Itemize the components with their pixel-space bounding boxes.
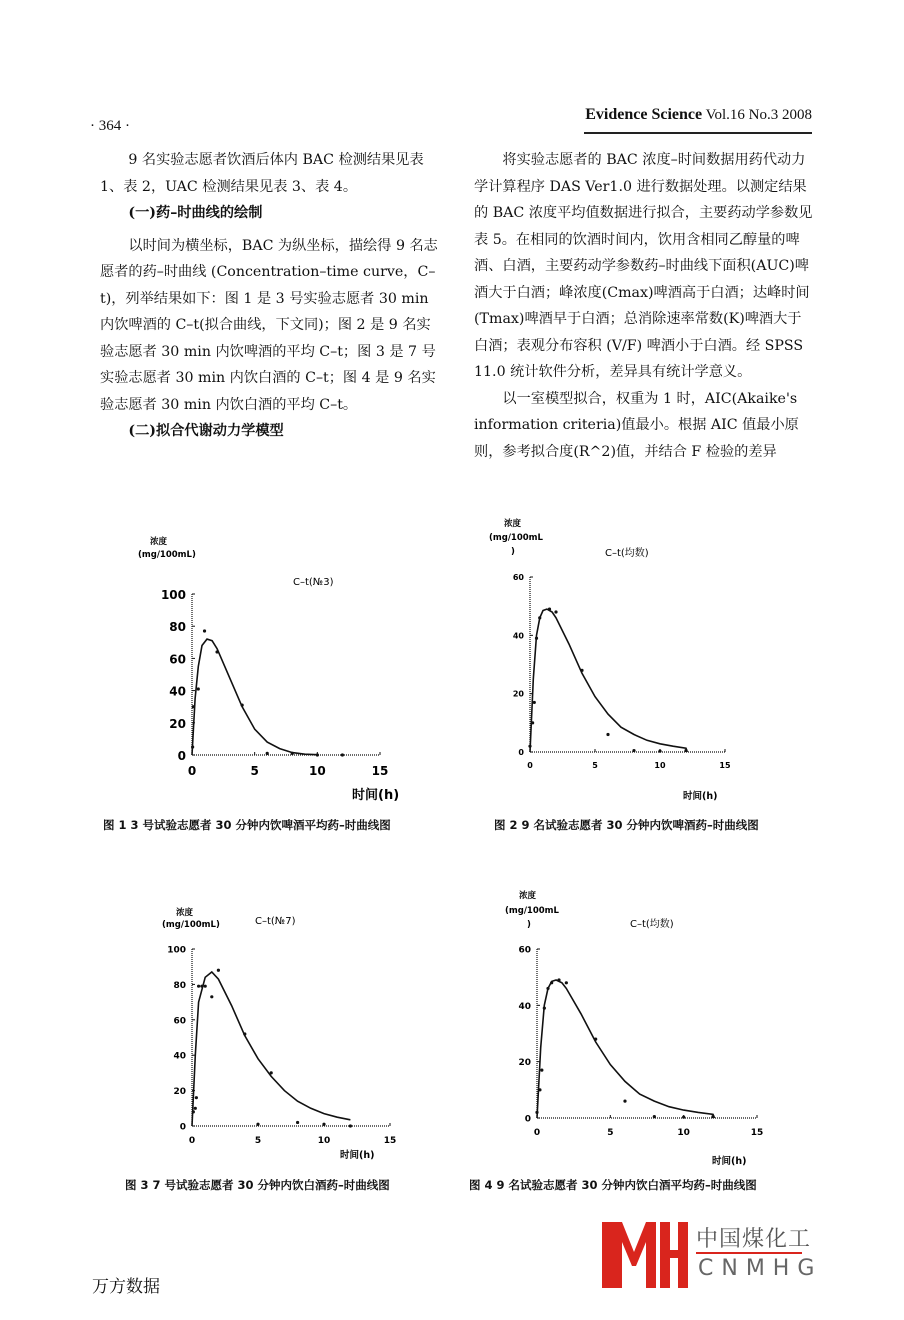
figure-4-caption: 图 4 9 名试验志愿者 30 分钟内饮白酒平均药–时曲线图 xyxy=(469,1178,757,1192)
y-tick-label: 80 xyxy=(169,620,186,635)
x-tick-label: 0 xyxy=(187,764,197,778)
y-tick-label: 60 xyxy=(512,573,524,582)
y-tick-label: 40 xyxy=(169,684,186,699)
x-tick-label: 0 xyxy=(188,1136,196,1146)
y-tick-label: 100 xyxy=(160,588,186,602)
watermark-divider xyxy=(696,1252,802,1254)
y-tick-label: 0 xyxy=(524,1114,531,1125)
y-tick-label: 20 xyxy=(169,716,186,731)
x-tick-label: 15 xyxy=(383,1136,397,1146)
x-tick-label: 0 xyxy=(527,761,533,770)
x-tick-label: 15 xyxy=(719,761,731,770)
y-tick-label: 20 xyxy=(512,689,524,699)
x-axis-label: 时间(h) xyxy=(683,791,718,802)
paragraph: 9 名实验志愿者饮酒后体内 BAC 检测结果见表 1、表 2，UAC 检测结果见表 3、表 4。 xyxy=(100,152,424,195)
x-tick-label: 5 xyxy=(250,764,259,778)
data-point xyxy=(538,1088,541,1091)
y-axis-label: (mg/100mL xyxy=(505,906,559,916)
y-axis-label: 浓度 xyxy=(504,519,522,529)
y-axis-label: (mg/100mL) xyxy=(138,550,196,560)
x-axis-label: 时间(h) xyxy=(340,1150,375,1161)
figure-2-caption: 图 2 9 名试验志愿者 30 分钟内饮啤酒药–时曲线图 xyxy=(494,818,759,832)
y-axis-label: (mg/100mL) xyxy=(162,920,220,930)
data-point xyxy=(550,981,553,984)
chart-title: C–t(№3) xyxy=(293,577,334,588)
x-tick-label: 15 xyxy=(371,764,389,778)
y-tick-label: 60 xyxy=(169,652,186,667)
y-tick-label: 40 xyxy=(518,1001,531,1012)
x-tick-label: 5 xyxy=(254,1136,262,1146)
data-point xyxy=(557,978,560,981)
journal-issue: Vol.16 No.3 2008 xyxy=(705,107,812,123)
journal-name: Evidence Science xyxy=(585,106,703,123)
y-tick-label: 20 xyxy=(173,1087,186,1098)
chart-title: C–t(均数) xyxy=(630,919,674,930)
y-tick-label: 0 xyxy=(179,1122,186,1133)
x-tick-label: 10 xyxy=(677,1128,690,1138)
y-tick-label: 100 xyxy=(167,945,186,956)
figure-3-caption: 图 3 7 号试验志愿者 30 分钟内饮白酒药–时曲线图 xyxy=(125,1178,390,1192)
data-point xyxy=(653,1115,656,1118)
y-axis-label: 浓度 xyxy=(176,908,194,918)
fitted-curve xyxy=(537,980,715,1118)
data-point xyxy=(682,1116,685,1119)
watermark-logo xyxy=(600,1222,830,1288)
x-tick-label: 10 xyxy=(654,761,666,770)
data-point xyxy=(565,981,568,984)
data-point xyxy=(623,1100,626,1103)
paragraph: 以时间为横坐标，BAC 为纵坐标，描绘得 9 名志愿者的药–时曲线 (Concentration–time curve，C–t)，列举结果如下：图 1 是 3 号实验志愿者 30 min 内饮啤酒的 C–t(拟合曲线，下文同)；图 2 是 9 名实验志愿者 30 min 内饮啤酒的平均 C–t；图 3 是 7 号实验志愿者 30 min 内饮白酒的 C–t；图 4 是 9 名实验志愿者 30 min 内饮白酒的平均 C–t。 xyxy=(100,237,438,413)
section-heading: (二)拟合代谢动力学模型 xyxy=(128,423,284,439)
x-tick-label: 0 xyxy=(533,1128,541,1138)
paragraph: 将实验志愿者的 BAC 浓度–时间数据用药代动力学计算程序 DAS Ver1.0 进行数据处理。以测定结果的 BAC 浓度平均值数据进行拟合，主要药动学参数见表 5。在相同的饮酒时间内，饮用含相同乙醇量的啤酒、白酒，主要药动学参数药–时曲线下面积(AUC)啤酒大于白酒；峰浓度(Cmax)啤酒高于白酒；达峰时间(Tmax)啤酒早于白酒；总消除速率常数(K)啤酒大于白酒；表观分布容积 (V/F) 啤酒小于白酒。经 SPSS 11.0 统计软件分析，差异具有统计学意义。 xyxy=(474,152,813,380)
figure-1-caption: 图 1 3 号试验志愿者 30 分钟内饮啤酒平均药–时曲线图 xyxy=(103,818,391,832)
page-number: · 364 · xyxy=(90,118,130,134)
data-point xyxy=(543,1007,546,1010)
y-axis-label: ) xyxy=(527,920,531,930)
watermark-en-text: CNMHG xyxy=(698,1256,823,1281)
y-axis-label: (mg/100mL xyxy=(489,533,543,543)
section-heading: (一)药–时曲线的绘制 xyxy=(128,205,263,221)
x-tick-label: 10 xyxy=(317,1136,331,1146)
y-tick-label: 0 xyxy=(518,748,524,757)
y-tick-label: 60 xyxy=(518,945,531,956)
y-tick-label: 40 xyxy=(512,631,524,641)
watermark-cn-text: 中国煤化工 xyxy=(696,1227,812,1252)
data-point xyxy=(711,1115,714,1118)
x-axis-label: 时间(h) xyxy=(352,788,400,803)
x-tick-label: 10 xyxy=(308,764,326,778)
y-tick-label: 80 xyxy=(173,980,186,991)
chart-title: C–t(№7) xyxy=(255,916,296,927)
x-tick-label: 5 xyxy=(592,761,598,770)
data-point xyxy=(535,1111,538,1114)
x-tick-label: 15 xyxy=(750,1128,764,1138)
y-tick-label: 20 xyxy=(518,1058,531,1069)
y-tick-label: 0 xyxy=(177,749,186,763)
data-point xyxy=(546,987,549,990)
paragraph: 以一室模型拟合，权重为 1 时，AIC(Akaike's information criteria)值最小。根据 AIC 值最小原则，参考拟合度(R^2)值，并结合 F 检验的差异 xyxy=(474,390,799,460)
watermark-mh-icon xyxy=(600,1222,688,1288)
x-tick-label: 5 xyxy=(607,1128,614,1138)
y-axis-label: 浓度 xyxy=(519,891,537,901)
data-point xyxy=(594,1038,597,1041)
x-axis-label: 时间(h) xyxy=(712,1156,747,1167)
y-tick-label: 60 xyxy=(173,1016,186,1027)
y-axis-label: 浓度 xyxy=(150,537,168,547)
y-axis-label: ) xyxy=(511,547,515,557)
chart-title: C–t(均数) xyxy=(605,548,649,559)
y-tick-label: 40 xyxy=(173,1051,186,1062)
data-point xyxy=(540,1069,543,1072)
footer-source: 万方数据 xyxy=(92,1277,160,1297)
